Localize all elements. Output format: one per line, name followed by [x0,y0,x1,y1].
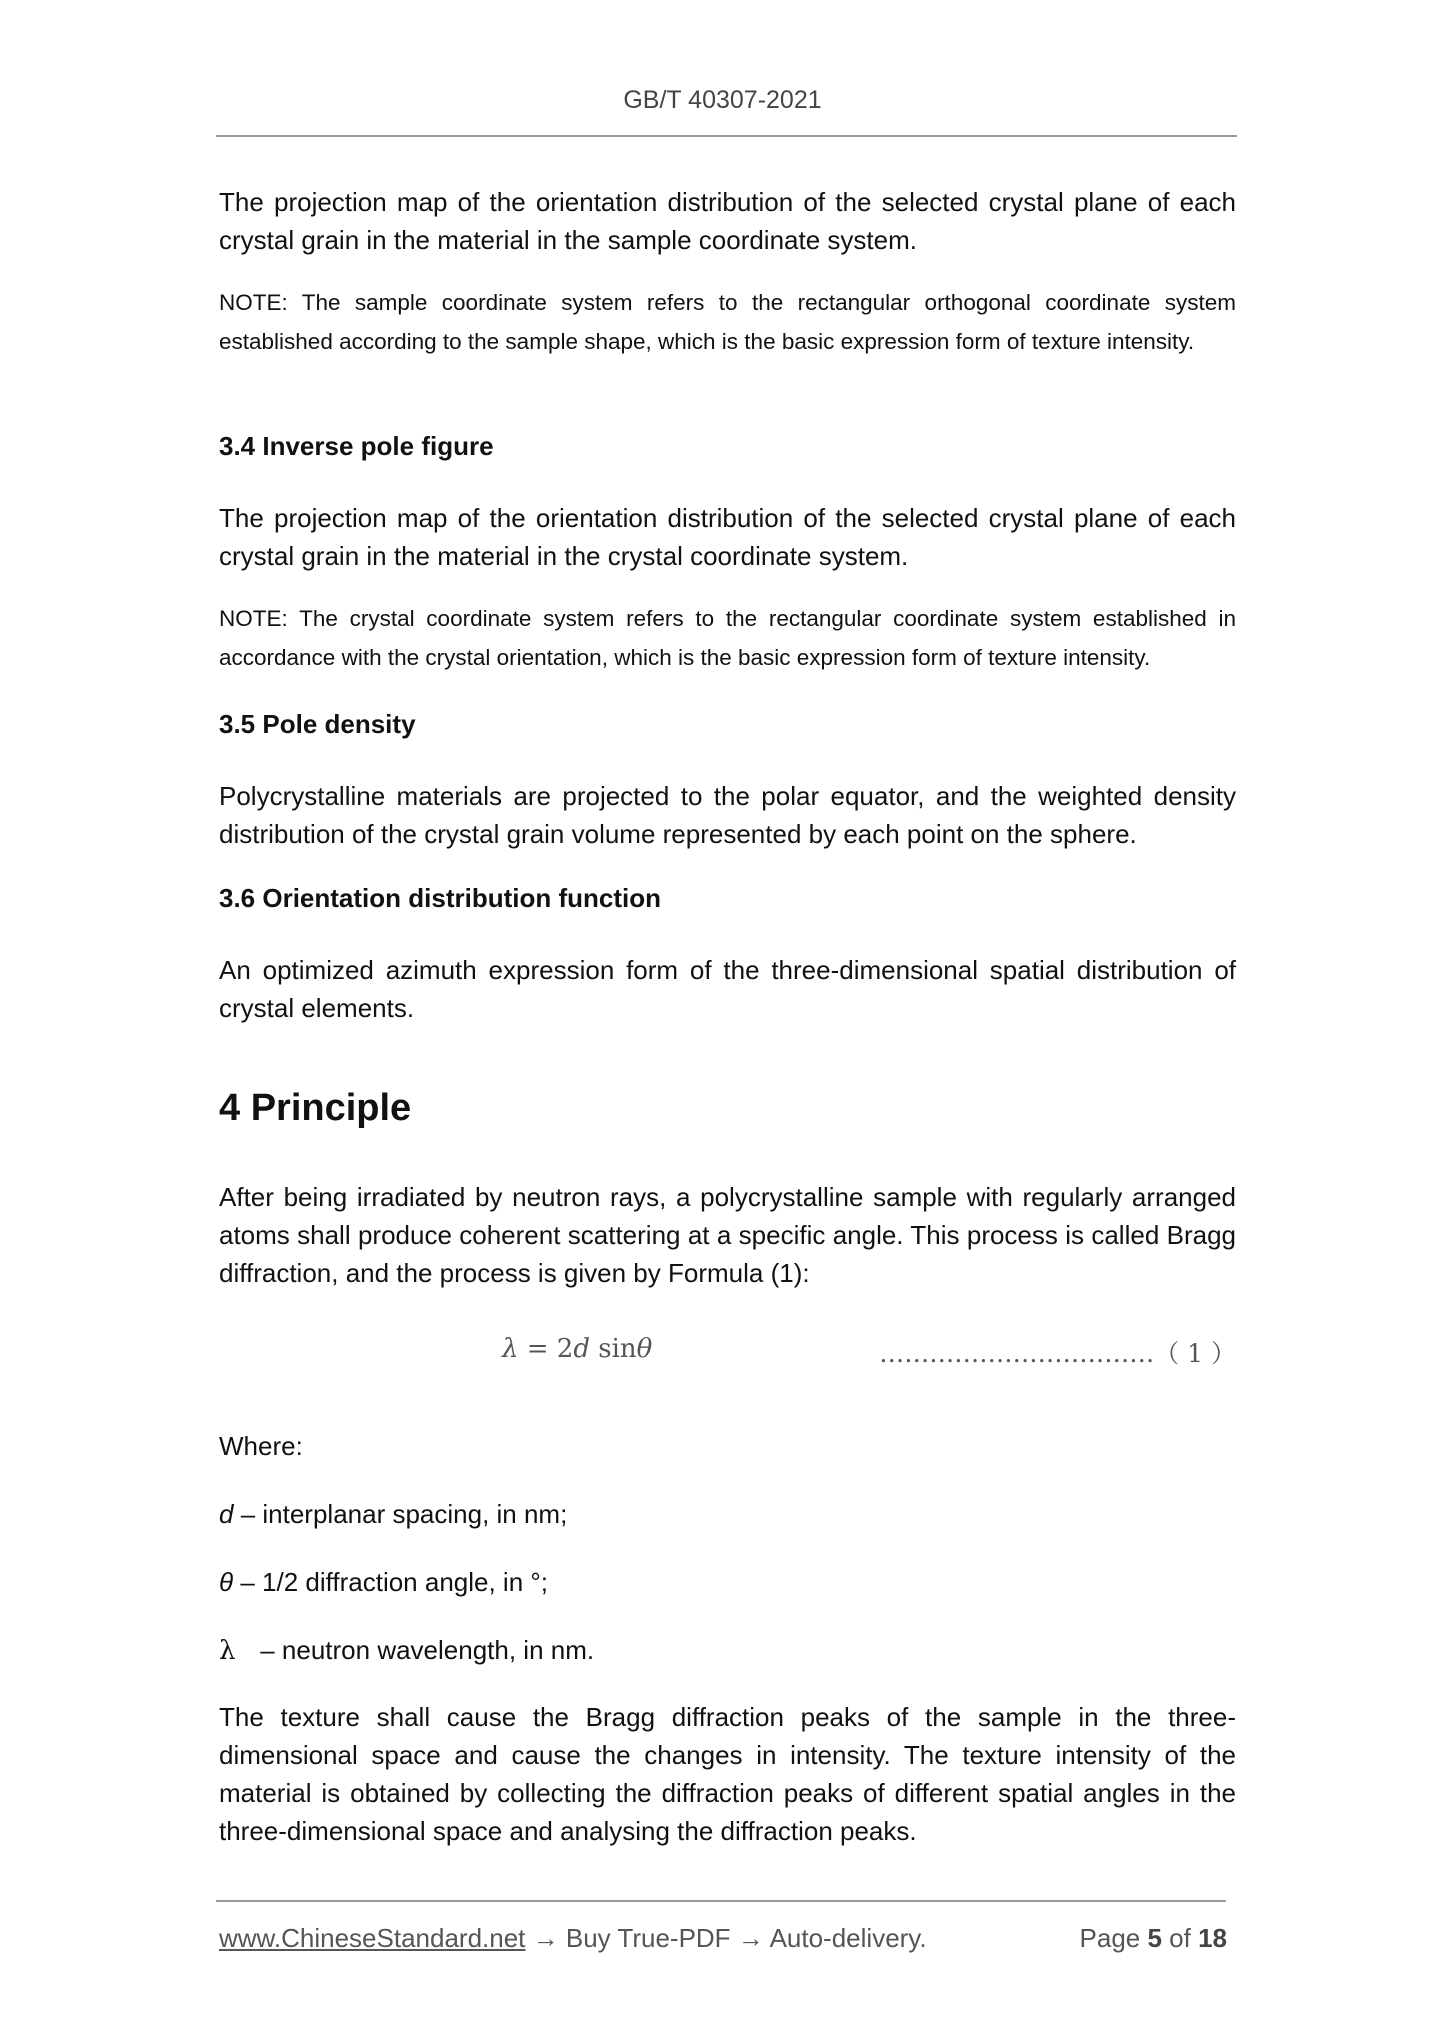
odf-definition: An optimized azimuth expression form of the three-dimensional spatial distribution of crystal elements. [219,955,1236,1023]
definition-theta: θ – 1/2 diffraction angle, in °; [219,1567,549,1597]
heading-3-4: 3.4 Inverse pole figure [219,431,494,461]
formula-number: ……………………………（ 1 ） [879,1339,1236,1368]
pole-density-definition: Polycrystalline materials are projected to the polar equator, and the weighted density distribution of the crystal grain volume represented by each point on the sphere. [219,781,1236,849]
page-indicator: Page 5 of 18 [1079,1923,1227,1953]
pole-figure-definition: The projection map of the orientation distribution of the selected crystal plane of each crystal grain in the material in the sample coordinate system. [219,187,1236,255]
definition-lambda: λ – neutron wavelength, in nm. [219,1631,594,1670]
formula-expression: λ = 2d sinθ [502,1334,653,1364]
footer-tagline: → Buy True-PDF → Auto-delivery. [525,1923,927,1953]
heading-4-principle: 4 Principle [219,1087,412,1129]
current-page-number: 5 [1147,1923,1162,1953]
note-sample-coordinate-system: NOTE: The sample coordinate system refers to the rectangular orthogonal coordinate system established according to the sample shape, which is the basic expression form of texture intensity. [219,290,1236,354]
footer-promo [219,1923,927,1953]
heading-3-6: 3.6 Orientation distribution function [219,883,661,913]
website-link[interactable]: www.ChineseStandard.net [219,1923,526,1953]
page-footer [219,1923,1227,1954]
definition-d: d – interplanar spacing, in nm; [219,1499,568,1529]
symbol-d: d [219,1499,234,1529]
formula-1 [219,1334,1236,1374]
page-header: GB/T 40307-2021 [623,86,822,114]
symbol-theta: θ [219,1567,234,1597]
footer-divider [216,1900,1226,1902]
principle-paragraph: After being irradiated by neutron rays, a polycrystalline sample with regularly arranged atoms shall produce coherent scattering at a specific angle. This process is called Bragg diffraction, and the process is given by Formula (1): [219,1182,1236,1288]
total-pages: 18 [1198,1923,1227,1953]
header-divider [216,135,1237,137]
where-label: Where: [219,1431,303,1461]
heading-3-5: 3.5 Pole density [219,709,416,739]
note-crystal-coordinate-system: NOTE: The crystal coordinate system refers to the rectangular coordinate system established in accordance with the crystal orientation, which is the basic expression form of texture intensity. [219,606,1236,670]
symbol-lambda: λ [219,1636,236,1666]
texture-paragraph: The texture shall cause the Bragg diffraction peaks of the sample in the three-dimensional space and cause the changes in intensity. The texture intensity of the material is obtained by collecting the diffraction peaks of different spatial angles in the three-dimensional space and analysing the diffraction peaks. [219,1702,1236,1846]
inverse-pole-figure-definition: The projection map of the orientation distribution of the selected crystal plane of each crystal grain in the material in the crystal coordinate system. [219,503,1236,571]
